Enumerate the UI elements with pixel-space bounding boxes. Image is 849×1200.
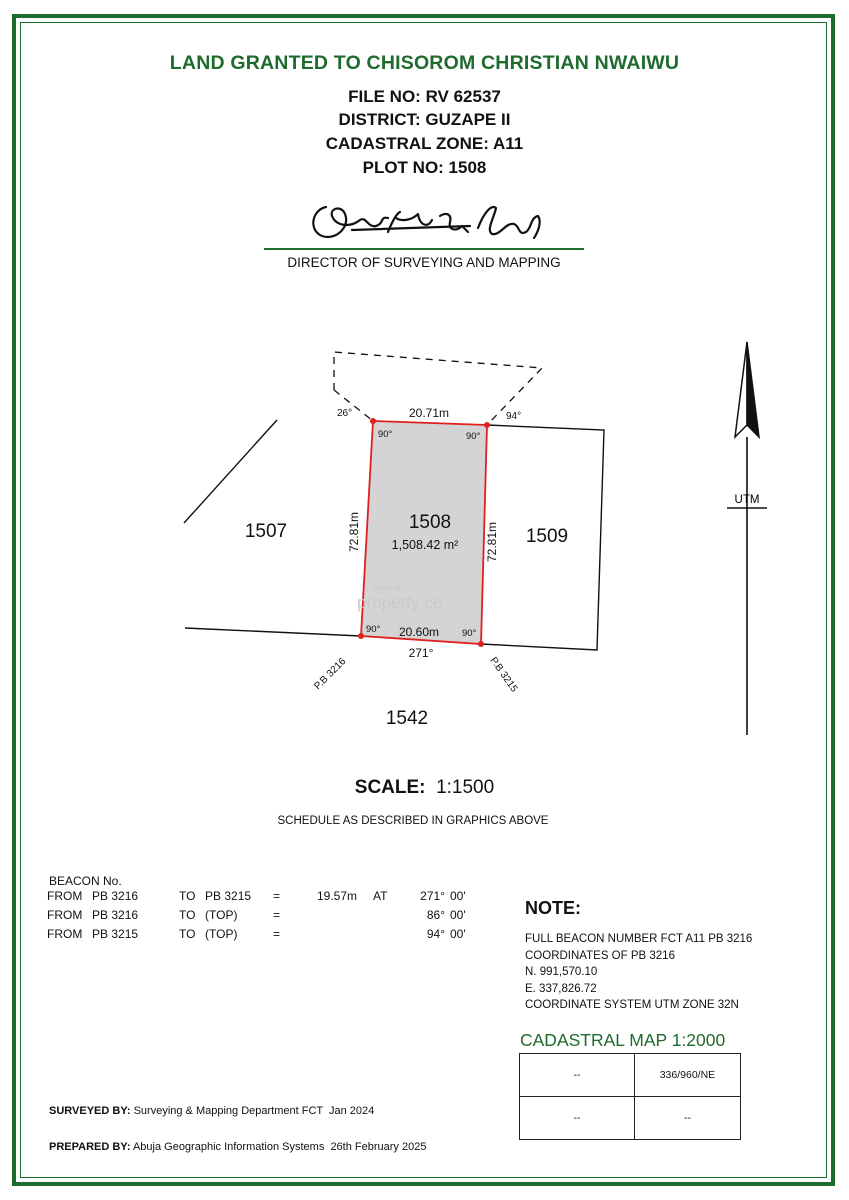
- note-line: COORDINATES OF PB 3216: [525, 949, 675, 962]
- plot-number: PLOT NO: 1508: [362, 158, 487, 177]
- bearing-271: 271°: [408, 646, 434, 660]
- angle-bottom-right: 90°: [462, 628, 477, 639]
- plot-1507-boundary: [184, 420, 277, 523]
- plot-area: 1,508.42 m²: [391, 538, 459, 552]
- angle-top-right: 90°: [466, 431, 481, 442]
- south-boundary-left: [185, 628, 361, 636]
- cadastral-map-title: CADASTRAL MAP 1:2000: [520, 1030, 726, 1050]
- table-cell: --: [520, 1097, 635, 1140]
- angle-top-left: 90°: [378, 429, 393, 440]
- angle-26: 26°: [337, 408, 353, 419]
- beacon-title: BEACON No.: [49, 874, 122, 888]
- surveyed-value: Surveying & Mapping Department FCT Jan 2024: [133, 1105, 375, 1117]
- watermark-text: property ce: [357, 593, 443, 612]
- beacon-pb-3215: [478, 641, 484, 647]
- note-body: [525, 931, 752, 1014]
- table-cell: 336/960/NE: [634, 1054, 740, 1097]
- neighbor-1507: 1507: [244, 521, 288, 542]
- beacon-label-3215: P.B 3215: [487, 655, 520, 695]
- director-signature: [313, 207, 539, 238]
- prepared-value: Abuja Geographic Information Systems 26th February 2025: [132, 1141, 427, 1153]
- beacon-pb-3216: [358, 633, 364, 639]
- neighbor-1509: 1509: [525, 526, 569, 547]
- beacon-top-left: [370, 418, 376, 424]
- scale-label: SCALE:: [354, 777, 426, 798]
- surveyed-label: SURVEYED BY:: [49, 1105, 131, 1117]
- dim-bottom: 20.60m: [398, 625, 440, 639]
- angle-94: 94°: [506, 411, 522, 422]
- prepared-by: [49, 1141, 426, 1153]
- table-cell: --: [634, 1097, 740, 1140]
- utm-label: UTM: [734, 494, 760, 506]
- table-row: FROM PB 3216 TO PB 3215 = 19.57m AT 271° 00': [47, 889, 466, 903]
- director-label: DIRECTOR OF SURVEYING AND MAPPING: [287, 255, 561, 270]
- cadastral-zone: CADASTRAL ZONE: A11: [325, 134, 524, 153]
- grant-title: LAND GRANTED TO CHISOROM CHRISTIAN NWAIWU: [169, 52, 680, 74]
- note-title: NOTE:: [525, 898, 581, 918]
- north-arrow: [727, 342, 767, 735]
- schedule-text: SCHEDULE AS DESCRIBED IN GRAPHICS ABOVE: [277, 815, 549, 827]
- table-row: FROM PB 3215 TO (TOP) = 94° 00': [47, 927, 466, 941]
- file-number: FILE NO: RV 62537: [348, 87, 501, 106]
- scale-value: 1:1500: [436, 777, 495, 798]
- beacon-table: [47, 889, 466, 946]
- prepared-label: PREPARED BY:: [49, 1141, 131, 1153]
- table-row: [520, 1054, 741, 1097]
- cadastral-map-table: [519, 1053, 741, 1140]
- watermark-small: Nigeria: [372, 583, 401, 593]
- note-line: N. 991,570.10: [525, 966, 598, 978]
- dim-top: 20.71m: [408, 406, 450, 420]
- dim-right: 72.81m: [485, 521, 499, 563]
- note-line: E. 337,826.72: [525, 982, 597, 995]
- neighbor-1542: 1542: [385, 708, 429, 729]
- beacon-label-3216: P.B 3216: [312, 656, 349, 693]
- angle-bottom-left: 90°: [366, 624, 381, 635]
- surveyed-by: [49, 1105, 374, 1117]
- table-row: [520, 1097, 741, 1140]
- scale: [0, 777, 849, 799]
- plot-label: 1508: [408, 512, 452, 533]
- beacon-top-right: [484, 422, 490, 428]
- watermark: [357, 584, 442, 613]
- table-row: FROM PB 3216 TO (TOP) = 86° 00': [47, 908, 466, 922]
- table-cell: --: [520, 1054, 635, 1097]
- note-line: FULL BEACON NUMBER FCT A11 PB 3216: [525, 933, 753, 945]
- district: DISTRICT: GUZAPE II: [338, 110, 511, 129]
- dim-left: 72.81m: [347, 511, 361, 553]
- note-line: COORDINATE SYSTEM UTM ZONE 32N: [525, 999, 739, 1011]
